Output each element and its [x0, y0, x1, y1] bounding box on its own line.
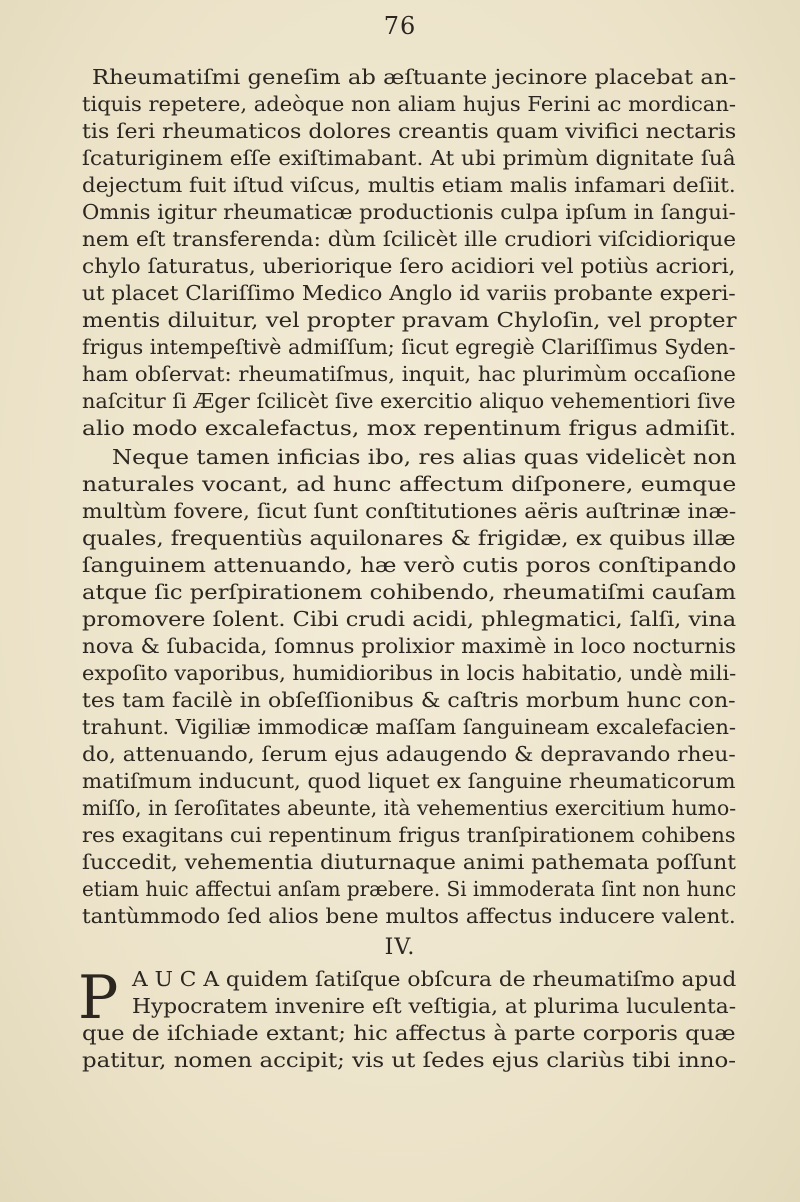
- text-line: mentis diluitur, vel propter pravam Chyloſin, vel propter: [82, 308, 737, 332]
- text-line: Rheumatiſmi geneſim ab æſtuante jecinore placebat an-: [92, 65, 737, 89]
- text-line: Neque tamen inficias ibo, res alias quas videlicèt non: [112, 445, 737, 469]
- text-line: frigus intempeſtivè admiſſum; ſicut egregiè Clariſſimus Syden-: [82, 335, 736, 359]
- text-line: ut placet Clariſſimo Medico Anglo id variis probante experi-: [82, 281, 736, 305]
- text-line: promovere ſolent. Cibi crudi acidi, phlegmatici, ſalſi, vina: [82, 607, 737, 631]
- text-line: Hypocratem invenire eſt veſtigia, at plurima luculenta-: [132, 994, 737, 1018]
- text-line: alio modo excalefactus, mox repentinum frigus admiſit.: [82, 416, 737, 440]
- text-line: tantùmmodo ſed alios bene multos affectus inducere valent.: [82, 904, 736, 928]
- section-heading: IV.: [384, 935, 416, 960]
- text-line: nem eſt transferenda: dùm ſcilicèt ille crudiori viſcidiorique: [82, 227, 737, 251]
- drop-cap: P: [78, 963, 119, 1033]
- text-line: do, attenuando, ſerum ejus adaugendo & depravando rheu-: [82, 742, 736, 766]
- page-number: 76: [383, 12, 417, 40]
- text-line: ham obſervat: rheumatiſmus, inquit, hac plurimùm occaſione: [82, 362, 736, 386]
- text-line: multùm fovere, ſicut ſunt conſtitutiones aëris auſtrinæ inæ-: [82, 499, 737, 523]
- text-line: tes tam facilè in obſeſſionibus & caſtris morbum hunc con-: [82, 688, 736, 712]
- text-line: etiam huic affectui anſam præbere. Si immoderata ſint non hunc: [82, 877, 737, 901]
- text-line: dejectum fuit iſtud viſcus, multis etiam malis infamari deſiit.: [82, 173, 736, 197]
- text-line: A U C A quidem ſatiſque obſcura de rheumatiſmo apud: [132, 967, 737, 991]
- text-line: quales, frequentiùs aquilonares & frigidæ, ex quibus illæ: [82, 526, 736, 550]
- text-line: nova & ſubacida, ſomnus prolixior maximè in loco nocturnis: [82, 634, 737, 658]
- text-line: que de iſchiade extant; hic affectus à parte corporis quæ: [82, 1021, 736, 1045]
- text-line: ſcaturiginem eſſe exiſtimabant. At ubi primùm dignitate ſuâ: [82, 146, 736, 170]
- text-line: patitur, nomen accipit; vis ut ſedes ejus clariùs tibi inno-: [82, 1048, 737, 1072]
- text-line: naturales vocant, ad hunc affectum diſponere, eumque: [82, 472, 737, 496]
- text-line: tiquis repetere, adeòque non aliam hujus Ferini ac mordican-: [82, 92, 736, 116]
- text-line: naſcitur ſi Æger ſcilicèt ſive exercitio aliquo vehementiori ſive: [82, 389, 736, 413]
- text-line: trahunt. Vigiliæ immodicæ maſſam ſanguineam excalefacien-: [82, 715, 737, 739]
- text-line: miſſo, in ſeroſitates abeunte, ità vehementius exercitium humo-: [82, 796, 737, 820]
- text-line: ſuccedit, vehementia diuturnaque animi pathemata poſſunt: [82, 850, 737, 874]
- text-line: expoſito vaporibus, humidioribus in locis habitatio, undè mili-: [82, 661, 737, 685]
- text-line: atque ſic perſpirationem cohibendo, rheumatiſmi cauſam: [82, 580, 736, 604]
- text-line: res exagitans cui repentinum frigus tranſpirationem cohibens: [82, 823, 736, 847]
- text-line: tis ſeri rheumaticos dolores creantis quam vivifici nectaris: [82, 119, 737, 143]
- text-line: chylo ſaturatus, uberiorique ſero acidiori vel potiùs acriori,: [82, 254, 736, 278]
- text-line: matiſmum inducunt, quod liquet ex ſanguine rheumaticorum: [82, 769, 736, 793]
- text-line: ſanguinem attenuando, hæ verò cutis poros conſtipando: [82, 553, 737, 577]
- text-line: Omnis igitur rheumaticæ productionis culpa ipſum in ſangui-: [82, 200, 736, 224]
